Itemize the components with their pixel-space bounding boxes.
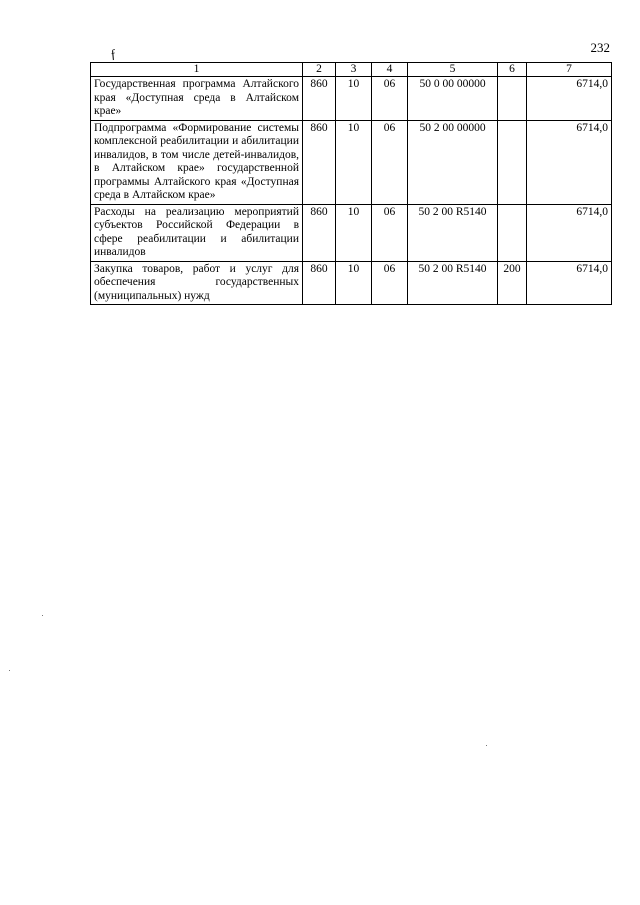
scan-speck	[9, 670, 10, 671]
cell-ministry: 860	[303, 120, 336, 204]
column-header: 7	[527, 63, 612, 77]
cell-amount: 6714,0	[527, 204, 612, 261]
row-name: Подпрограмма «Формирование системы комплексной реабилитации и абилитации инвалидов, в том числе детей-инвалидов, в Алтайском крае» государственной программы Алтайского края «Доступная среда в Алтайском крае»	[91, 120, 303, 204]
column-header: 1	[91, 63, 303, 77]
row-name: Государственная программа Алтайского края «Доступная среда в Алтайском крае»	[91, 77, 303, 121]
cell-section: 10	[336, 120, 372, 204]
cell-subsection: 06	[372, 77, 408, 121]
cell-section: 10	[336, 204, 372, 261]
scan-speck	[42, 615, 43, 616]
table-row	[91, 261, 612, 305]
cell-amount: 6714,0	[527, 77, 612, 121]
cell-expense-type	[498, 120, 527, 204]
cell-ministry: 860	[303, 261, 336, 305]
handwritten-mark: ƒ	[108, 45, 119, 62]
cell-amount: 6714,0	[527, 261, 612, 305]
table-row	[91, 77, 612, 121]
page-number: 232	[590, 40, 610, 55]
column-header: 5	[408, 63, 498, 77]
column-header: 3	[336, 63, 372, 77]
cell-target-article: 50 2 00 00000	[408, 120, 498, 204]
table-row	[91, 120, 612, 204]
column-header: 4	[372, 63, 408, 77]
cell-subsection: 06	[372, 120, 408, 204]
cell-target-article: 50 0 00 00000	[408, 77, 498, 121]
column-header: 6	[498, 63, 527, 77]
cell-target-article: 50 2 00 R5140	[408, 261, 498, 305]
column-header: 2	[303, 63, 336, 77]
cell-ministry: 860	[303, 204, 336, 261]
cell-target-article: 50 2 00 R5140	[408, 204, 498, 261]
cell-section: 10	[336, 261, 372, 305]
budget-table	[90, 62, 612, 305]
cell-section: 10	[336, 77, 372, 121]
row-name: Закупка товаров, работ и услуг для обеспечения государственных (муниципальных) нужд	[91, 261, 303, 305]
cell-expense-type	[498, 77, 527, 121]
table-row	[91, 204, 612, 261]
cell-amount: 6714,0	[527, 120, 612, 204]
cell-subsection: 06	[372, 204, 408, 261]
cell-expense-type: 200	[498, 261, 527, 305]
row-name: Расходы на реализацию мероприятий субъектов Российской Федерации в сфере реабилитации и абилитации инвалидов	[91, 204, 303, 261]
cell-subsection: 06	[372, 261, 408, 305]
cell-ministry: 860	[303, 77, 336, 121]
cell-expense-type	[498, 204, 527, 261]
header-row	[91, 63, 612, 77]
scan-speck	[486, 745, 487, 746]
